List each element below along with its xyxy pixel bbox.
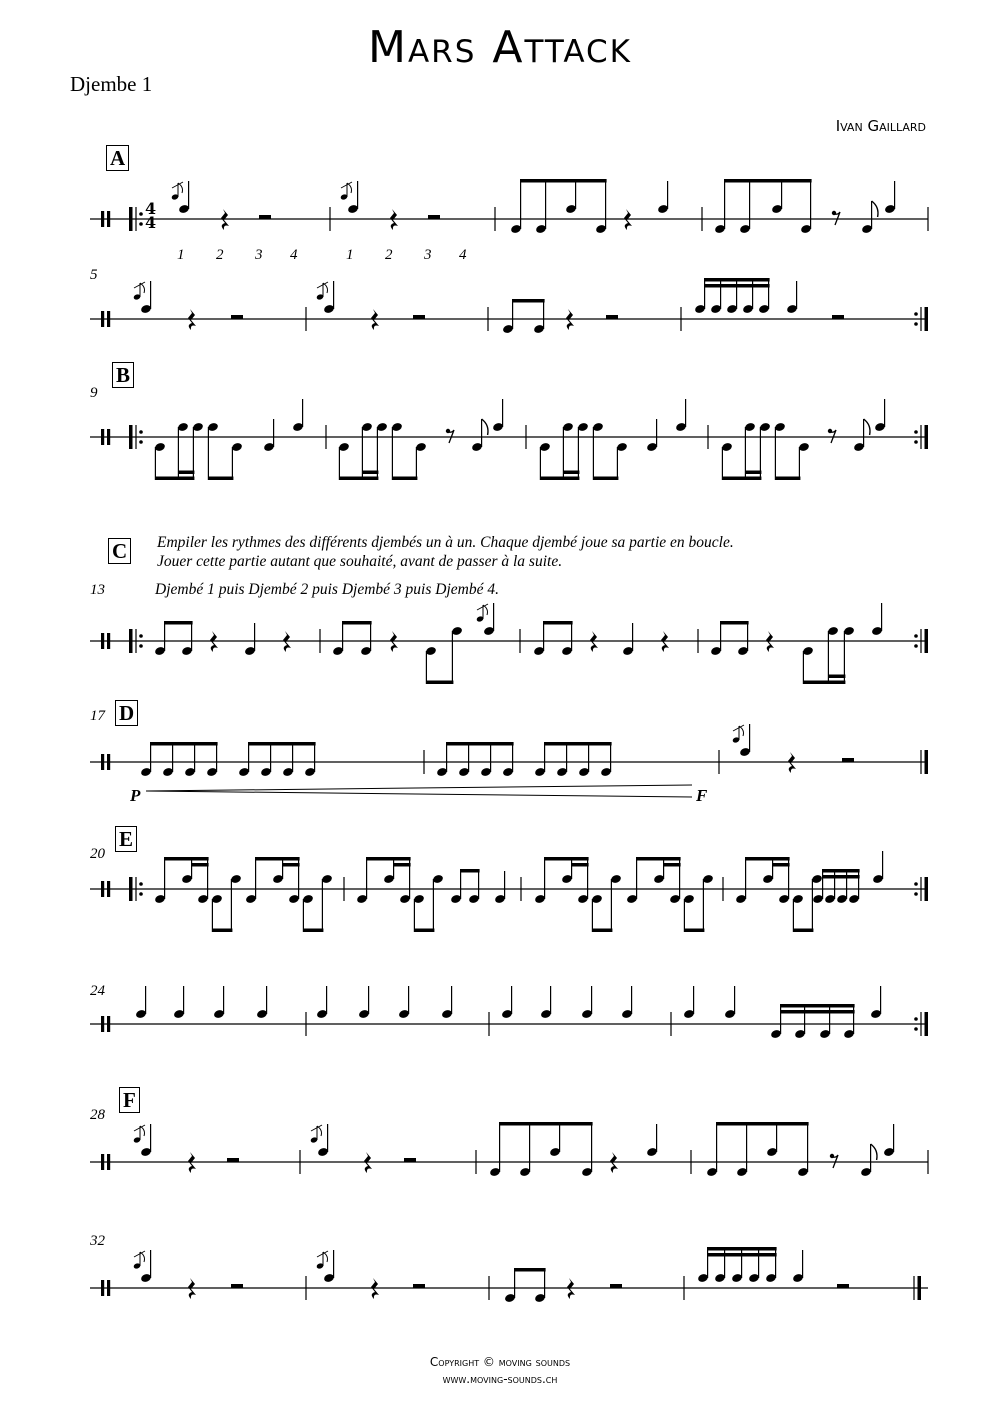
half-rest <box>837 1284 849 1288</box>
note-beam <box>178 471 194 475</box>
percussion-clef <box>101 311 104 327</box>
repeat-end <box>925 1012 929 1036</box>
count-m1-4: 4 <box>290 247 298 263</box>
note-beam <box>367 857 411 861</box>
percussion-clef <box>101 429 104 445</box>
repeat-dot <box>914 892 918 896</box>
half-rest <box>842 758 854 762</box>
repeat-start <box>129 425 133 449</box>
piece-title: Mars Attack <box>367 22 633 73</box>
note-beam <box>544 621 573 625</box>
note-beam <box>593 477 618 481</box>
crescendo-hairpin <box>146 791 692 797</box>
note-beam <box>664 863 681 867</box>
percussion-clef <box>107 633 110 649</box>
rehearsal-mark-e: E <box>115 826 137 852</box>
dynamic-piano: P <box>130 786 141 805</box>
repeat-dot <box>139 430 143 434</box>
note-beam <box>165 857 209 861</box>
note-beam <box>781 1004 855 1008</box>
percussion-clef <box>101 754 104 770</box>
rehearsal-mark-b: B <box>112 362 134 388</box>
count-m2-2: 2 <box>385 247 393 263</box>
note-beam <box>708 1247 777 1251</box>
repeat-dot <box>914 440 918 444</box>
percussion-clef <box>107 754 110 770</box>
note-beam <box>461 869 480 873</box>
note-beam <box>208 477 233 481</box>
eighth-flag <box>864 419 870 435</box>
percussion-clef <box>101 211 104 227</box>
measure-number-17: 17 <box>90 708 105 724</box>
percussion-clef <box>107 429 110 445</box>
measure-number-13: 13 <box>90 582 105 598</box>
repeat-dot <box>914 1027 918 1031</box>
note-beam <box>521 179 607 183</box>
note-beam <box>545 857 589 861</box>
percussion-clef <box>101 1154 104 1170</box>
note-beam <box>249 742 316 746</box>
note-beam <box>572 863 589 867</box>
half-rest <box>428 215 440 219</box>
repeat-start <box>129 629 133 653</box>
note-beam <box>708 1253 777 1257</box>
note-beam <box>343 621 372 625</box>
rehearsal-mark-c: C <box>108 538 131 564</box>
note-beam <box>725 179 812 183</box>
repeat-end <box>925 877 929 901</box>
rehearsal-mark-a: A <box>106 145 129 171</box>
note-beam <box>545 742 612 746</box>
eighth-flag <box>482 419 488 435</box>
rehearsal-mark-f: F <box>119 1087 140 1113</box>
note-beam <box>781 1010 855 1014</box>
note-beam <box>283 863 300 867</box>
measure-number-5: 5 <box>90 267 98 283</box>
note-beam <box>256 857 300 861</box>
note-beam <box>426 681 453 685</box>
note-beam <box>823 869 860 873</box>
note-beam <box>513 299 545 303</box>
note-beam <box>303 929 323 933</box>
percussion-clef <box>107 311 110 327</box>
repeat-end <box>925 425 929 449</box>
note-beam <box>414 929 434 933</box>
instrument-name: Djembe 1 <box>70 72 153 96</box>
note-beam <box>722 477 761 481</box>
note-beam <box>500 1122 593 1126</box>
percussion-clef <box>107 1016 110 1032</box>
repeat-dot <box>139 222 143 226</box>
count-m2-1: 1 <box>346 247 354 263</box>
percussion-clef <box>101 1280 104 1296</box>
percussion-clef <box>107 1280 110 1296</box>
count-m2-4: 4 <box>459 247 467 263</box>
half-rest <box>413 1284 425 1288</box>
repeat-dot <box>139 882 143 886</box>
measure-number-32: 32 <box>90 1233 105 1249</box>
repeat-dot <box>139 892 143 896</box>
count-m1-3: 3 <box>255 247 263 263</box>
repeat-end <box>925 629 929 653</box>
count-m1-1: 1 <box>177 247 185 263</box>
instruction-line-1: Empiler les rythmes des différents djembés un à un. Chaque djembé joue sa partie en boucle. <box>157 534 734 551</box>
eighth-flag <box>871 1144 877 1160</box>
instruction-line-3: Djembé 1 puis Djembé 2 puis Djembé 3 puis Djembé 4. <box>155 581 499 598</box>
note-beam <box>775 477 800 481</box>
repeat-start <box>129 877 133 901</box>
repeat-dot <box>914 644 918 648</box>
note-beam <box>705 284 770 288</box>
percussion-clef <box>107 881 110 897</box>
note-beam <box>773 863 790 867</box>
note-beam <box>540 477 579 481</box>
measure-number-20: 20 <box>90 846 105 862</box>
note-beam <box>165 621 193 625</box>
note-beam <box>151 742 218 746</box>
repeat-start <box>129 207 133 231</box>
composer-name: Ivan Gaillard <box>835 117 926 135</box>
percussion-clef <box>107 211 110 227</box>
percussion-clef <box>107 1154 110 1170</box>
final-barline <box>918 1276 922 1300</box>
note-beam <box>684 929 704 933</box>
eighth-flag <box>872 201 878 217</box>
note-beam <box>828 675 845 679</box>
crescendo-hairpin <box>146 785 692 791</box>
note-beam <box>212 929 232 933</box>
note-beam <box>563 471 579 475</box>
half-rest <box>832 315 844 319</box>
dynamic-forte: F <box>696 786 708 805</box>
percussion-clef <box>101 633 104 649</box>
note-beam <box>392 477 417 481</box>
note-beam <box>745 471 761 475</box>
half-rest <box>610 1284 622 1288</box>
time-signature-bottom: 4 <box>145 213 157 232</box>
half-rest <box>606 315 618 319</box>
half-rest <box>227 1158 239 1162</box>
note-beam <box>447 742 514 746</box>
footer <box>0 1354 1000 1388</box>
time-signature-top: 4 <box>145 199 157 218</box>
half-rest <box>231 315 243 319</box>
note-beam <box>362 471 378 475</box>
repeat-dot <box>914 430 918 434</box>
count-m2-3: 3 <box>424 247 432 263</box>
note-beam <box>803 681 845 685</box>
rehearsal-mark-d: D <box>115 700 138 726</box>
half-rest <box>259 215 271 219</box>
repeat-dot <box>914 322 918 326</box>
copyright-text: Copyright © moving sounds <box>429 1355 571 1369</box>
repeat-dot <box>139 634 143 638</box>
percussion-clef <box>101 1016 104 1032</box>
note-beam <box>793 929 813 933</box>
repeat-dot <box>914 634 918 638</box>
note-beam <box>746 857 790 861</box>
repeat-dot <box>139 212 143 216</box>
note-beam <box>592 929 612 933</box>
note-beam <box>705 278 770 282</box>
note-beam <box>515 1268 546 1272</box>
note-beam <box>823 875 860 879</box>
note-beam <box>637 857 681 861</box>
half-rest <box>404 1158 416 1162</box>
note-beam <box>155 477 194 481</box>
measure-number-28: 28 <box>90 1107 105 1123</box>
repeat-dot <box>914 312 918 316</box>
note-beam <box>717 1122 809 1126</box>
measure-number-9: 9 <box>90 385 98 401</box>
percussion-clef <box>101 881 104 897</box>
count-m1-2: 2 <box>216 247 224 263</box>
repeat-dot <box>914 1017 918 1021</box>
website-text: www.moving-sounds.ch <box>442 1372 558 1386</box>
repeat-dot <box>139 644 143 648</box>
note-beam <box>721 621 749 625</box>
final-barline <box>925 750 929 774</box>
note-beam <box>339 477 378 481</box>
repeat-dot <box>914 882 918 886</box>
half-rest <box>231 1284 243 1288</box>
repeat-dot <box>139 440 143 444</box>
note-beam <box>192 863 209 867</box>
repeat-end <box>925 307 929 331</box>
instruction-line-2: Jouer cette partie autant que souhaité, avant de passer à la suite. <box>157 553 563 570</box>
measure-number-24: 24 <box>90 983 105 999</box>
note-beam <box>394 863 411 867</box>
half-rest <box>413 315 425 319</box>
